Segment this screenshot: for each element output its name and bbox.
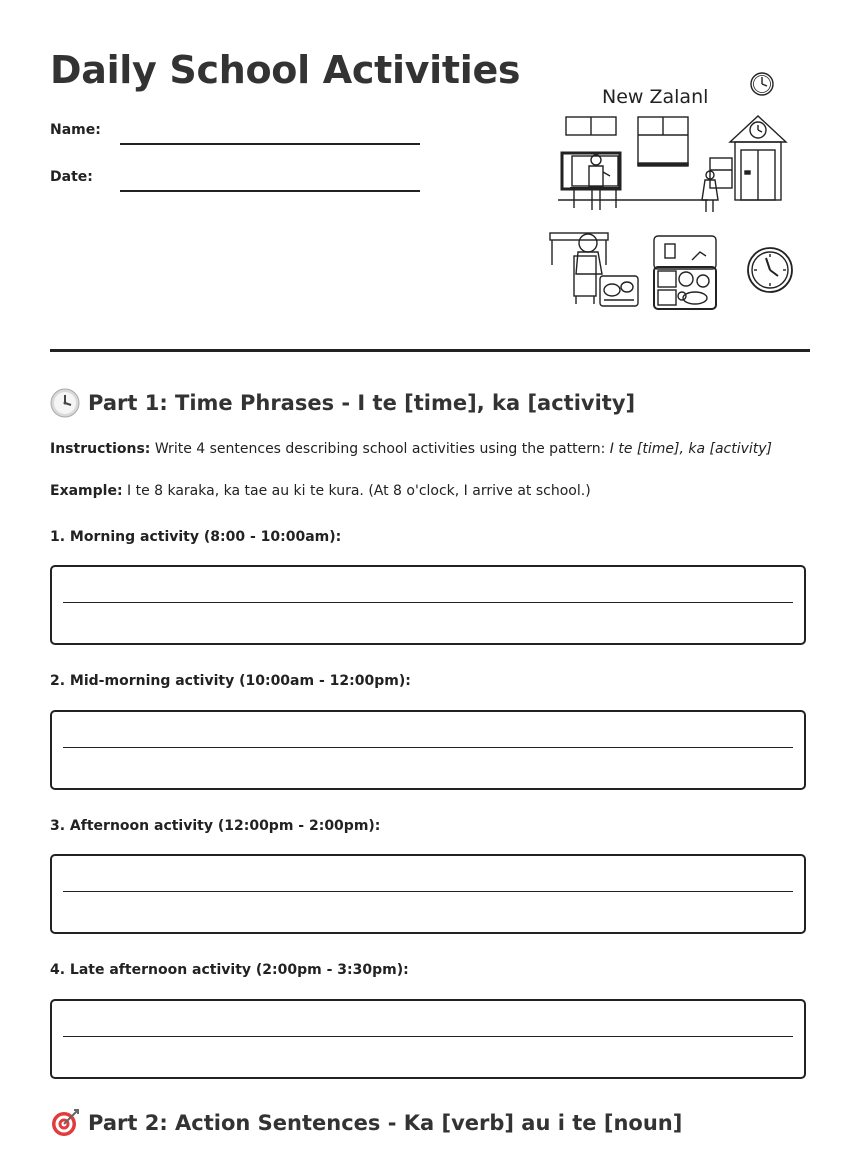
answer-box-1[interactable]	[50, 565, 806, 645]
wall-clock-icon	[751, 73, 773, 95]
example-label: Example:	[50, 483, 123, 499]
example-text: I te 8 karaka, ka tae au ki te kura. (At 8 o'clock, I arrive at school.)	[127, 483, 591, 499]
writing-line	[63, 891, 793, 892]
instructions-pattern: I te [time], ka [activity]	[609, 441, 773, 457]
question-label: 4. Late afternoon activity (2:00pm - 3:30pm):	[50, 962, 409, 978]
question-label: 2. Mid-morning activity (10:00am - 12:00pm):	[50, 673, 411, 689]
name-field[interactable]	[120, 143, 420, 145]
question-label: 3. Afternoon activity (12:00pm - 2:00pm):	[50, 818, 381, 834]
target-icon	[50, 1108, 80, 1138]
section-divider	[50, 349, 810, 352]
instructions-label: Instructions:	[50, 441, 151, 457]
part1-title: Part 1: Time Phrases - I te [time], ka [activity]	[88, 391, 636, 415]
writing-line	[63, 602, 793, 603]
part2-title: Part 2: Action Sentences - Ka [verb] au i te [noun]	[88, 1111, 683, 1135]
instructions	[50, 441, 772, 457]
part2-heading	[50, 1108, 682, 1138]
date-field[interactable]	[120, 190, 420, 192]
writing-line	[63, 1036, 793, 1037]
answer-box-3[interactable]	[50, 854, 806, 934]
clock-icon	[748, 248, 792, 292]
writing-line	[63, 747, 793, 748]
clock-icon	[50, 388, 80, 418]
part1-heading	[50, 388, 635, 418]
illustration-caption: New Zalanl	[602, 86, 709, 108]
question-label: 1. Morning activity (8:00 - 10:00am):	[50, 529, 342, 545]
answer-box-2[interactable]	[50, 710, 806, 790]
instructions-text: Write 4 sentences describing school activities using the pattern:	[154, 441, 606, 457]
school-scene-illustration	[540, 60, 810, 320]
page-title: Daily School Activities	[50, 48, 521, 92]
date-label: Date:	[50, 169, 93, 185]
name-label: Name:	[50, 122, 101, 138]
answer-box-4[interactable]	[50, 999, 806, 1079]
example	[50, 483, 591, 499]
